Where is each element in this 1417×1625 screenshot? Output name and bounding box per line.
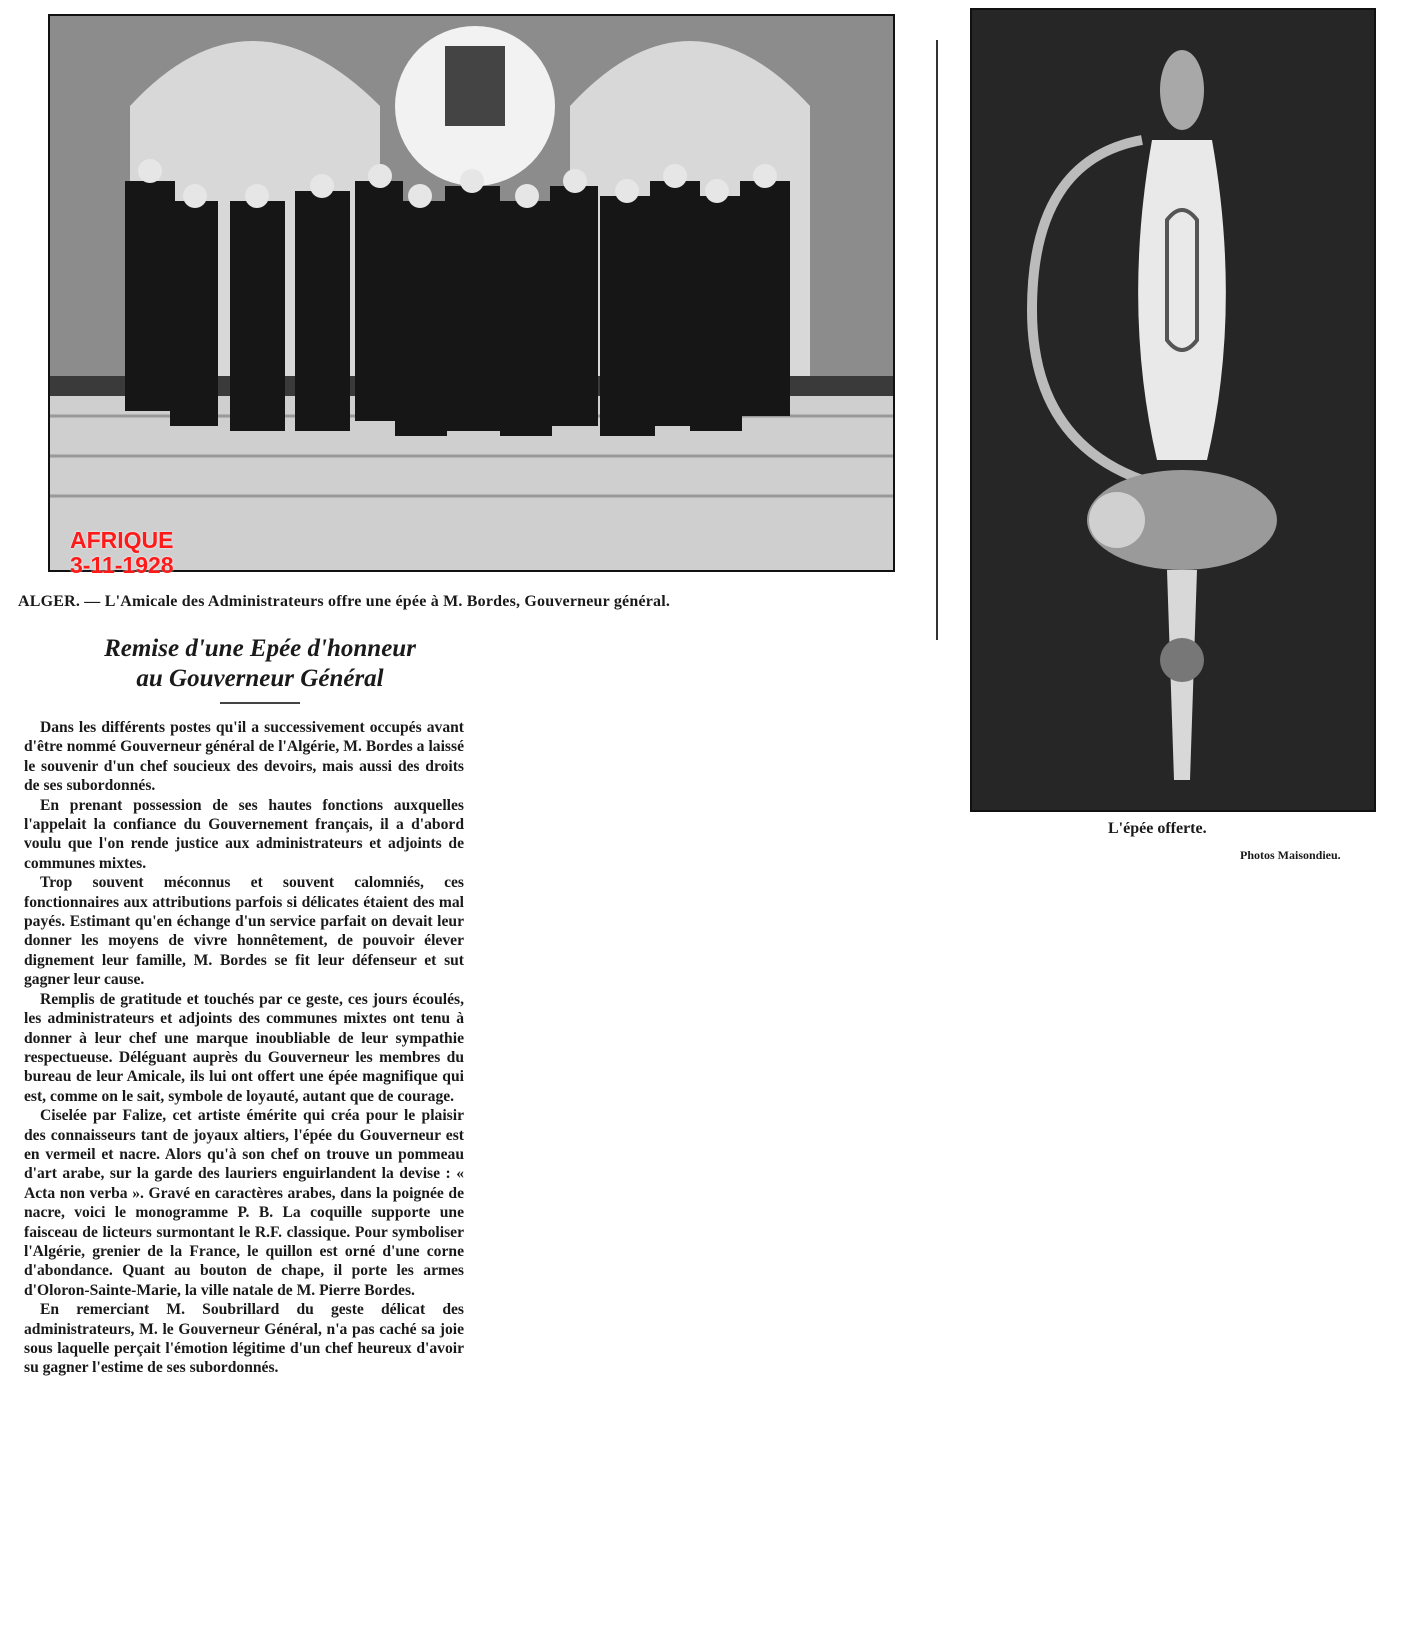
article-body [24, 718, 464, 1378]
photo-credit: Photos Maisondieu. [1240, 848, 1341, 862]
headline-line-2: au Gouverneur Général [136, 665, 384, 692]
headline-rule [220, 702, 300, 704]
article-paragraph: Remplis de gratitude et touchés par ce geste, ces jours écoulés, les administrateurs et adjoints des communes mixtes ont tenu à donner à leur chef une marque inoubliable de leur sympathie respectueuse. Déléguant auprès du Gouverneur les membres du bureau de leur Amicale, ils lui ont offert une épée magnifique qui est, comme on le sait, symbole de loyauté, autant que de courage. [24, 990, 464, 1105]
group-photo-caption: ALGER. — L'Amicale des Administrateurs offre une épée à M. Bordes, Gouverneur général. [18, 593, 671, 610]
sword-photo-caption: L'épée offerte. [1108, 820, 1207, 837]
headline-line-1: Remise d'une Epée d'honneur [104, 635, 416, 662]
article-paragraph: Ciselée par Falize, cet artiste émérite qui créa pour le plaisir des connaisseurs tant de joyaux altiers, l'épée du Gouverneur est en vermeil et nacre. Alors qu'à son chef on trouve un pommeau d'art arabe, sur la garde des lauriers enguirlandent la devise : « Acta non verba ». Gravé en caractères arabes, dans la poignée de nacre, voici le monogramme P. B. La coquille supporte une faisceau de licteurs surmontant le R.F. classique. Pour symboliser l'Algérie, grenier de la France, le quillon est orné d'une corne d'abondance. Quant au bouton de chape, il porte les armes d'Oloron-Sainte-Marie, la ville natale de M. Pierre Bordes. [24, 1107, 464, 1299]
stamp-source: AFRIQUE [70, 527, 174, 553]
article-headline [40, 634, 480, 694]
article-paragraph: En remerciant M. Soubrillard du geste délicat des administrateurs, M. le Gouverneur Général, n'a pas caché sa joie sous laquelle perçait l'émotion légitime d'un chef heureux d'avoir su gagner l'estime de ses subordonnés. [24, 1301, 464, 1377]
group-photo [48, 14, 895, 572]
article-paragraph: Dans les différents postes qu'il a successivement occupés avant d'être nommé Gouverneur général de l'Algérie, M. Bordes a laissé le souvenir d'un chef soucieux des devoirs, mais aussi des droits de ses subordonnés. [24, 719, 464, 795]
group-photo-illustration [50, 16, 893, 570]
sword-photo [970, 8, 1376, 812]
article-paragraph: En prenant possession de ses hautes fonctions auxquelles l'appelait la confiance du Gouvernement français, il a d'abord voulu que l'on rende justice aux administrateurs et adjoints de communes mixtes. [24, 796, 464, 872]
archive-stamp [70, 528, 174, 578]
sword-illustration [972, 10, 1374, 810]
stamp-date: 3-11-1928 [70, 552, 174, 578]
column-divider [936, 40, 938, 640]
article-paragraph: Trop souvent méconnus et souvent calomniés, ces fonctionnaires aux attributions parfois si délicates étaient des mal payés. Estimant qu'en échange d'un service parfait on devait leur donner les moyens de vivre honnêtement, de pouvoir élever dignement leur famille, M. Bordes se fit leur défenseur et sut gagner leur cause. [24, 874, 464, 989]
